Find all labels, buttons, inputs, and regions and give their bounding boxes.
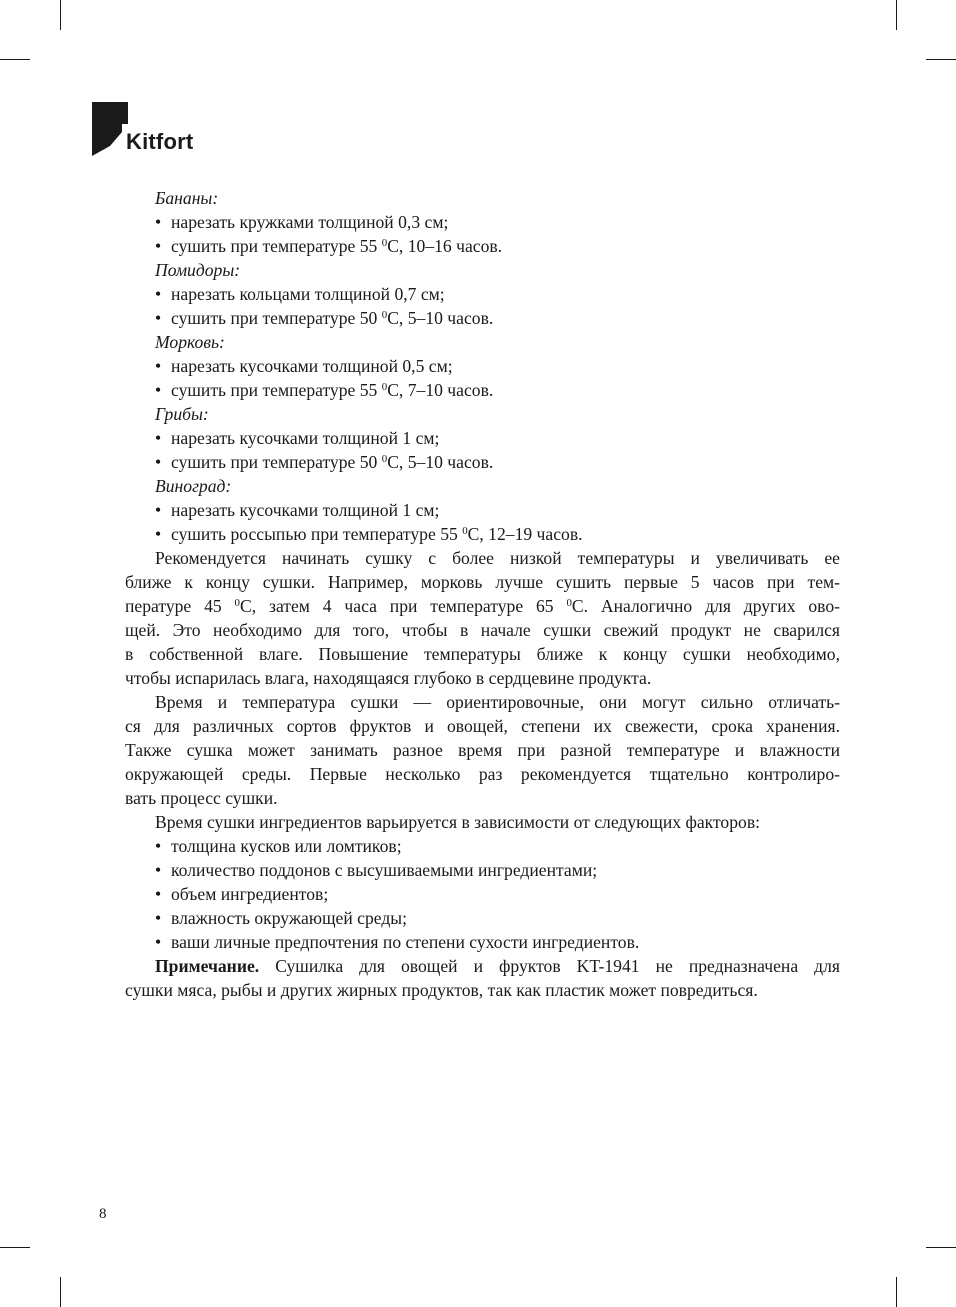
list-item: • сушить при температуре 55 $^0$С, 10–16 часов.: [155, 236, 503, 256]
crop-mark: [60, 0, 61, 30]
kitfort-logo-icon: [92, 102, 130, 156]
section-grapes: [125, 474, 840, 546]
text-line: вать процесс сушки.: [125, 788, 278, 808]
section-mushrooms: [125, 402, 840, 474]
section-heading: Грибы:: [155, 404, 209, 424]
note: [125, 954, 840, 1002]
text-line: чтобы испарилась влага, находящаяся глубоко в сердцевине продукта.: [125, 668, 652, 688]
note-label: Примечание.: [155, 956, 260, 976]
list-item: • нарезать кусочками толщиной 1 см;: [155, 428, 440, 448]
text-line: ся для различных сортов фруктов и овощей, степени их свежести, срока хранения.: [125, 716, 840, 736]
section-heading: Бананы:: [155, 188, 219, 208]
list-item: • нарезать кусочками толщиной 1 см;: [155, 500, 440, 520]
text-line: Примечание. Сушилка для овощей и фруктов KT-1941 не предназначена для: [155, 956, 840, 976]
list-item: • ваши личные предпочтения по степени сухости ингредиентов.: [155, 932, 640, 952]
text-line: Время и температура сушки — ориентировочные, они могут сильно отличать-: [155, 692, 840, 712]
text-line: Также сушка может занимать разное время при разной температуре и влажности: [125, 740, 840, 760]
list-item: • сушить при температуре 50 $^0$С, 5–10 часов.: [155, 452, 494, 472]
factors-intro: Время сушки ингредиентов варьируется в зависимости от следующих факторов:: [155, 812, 761, 832]
list-item: • сушить при температуре 50 $^0$С, 5–10 часов.: [155, 308, 494, 328]
section-heading: Виноград:: [155, 476, 232, 496]
crop-mark: [0, 59, 30, 60]
list-item: • нарезать кусочками толщиной 0,5 см;: [155, 356, 453, 376]
text-line: ближе к концу сушки. Например, морковь лучше сушить первые 5 часов при тем-: [125, 572, 840, 592]
text-line: пературе 45 $^0$С, затем 4 часа при температуре 65 $^0$С. Аналогично для других ово-: [125, 596, 841, 616]
list-item: • нарезать кружками толщиной 0,3 см;: [155, 212, 449, 232]
brand-name: Kitfort: [126, 129, 194, 154]
section-tomatoes: [125, 258, 840, 330]
text-line: окружающей среды. Первые несколько раз рекомендуется тщательно контролиро-: [125, 764, 840, 784]
crop-mark: [896, 0, 897, 30]
section-heading: Морковь:: [155, 332, 225, 352]
text-line: щей. Это необходимо для того, чтобы в начале сушки свежий продукт не сварился: [125, 620, 840, 640]
factors-list: [125, 810, 840, 954]
list-item: • сушить при температуре 55 $^0$С, 7–10 часов.: [155, 380, 494, 400]
page-number: 8: [99, 1206, 107, 1222]
list-item: • сушить россыпью при температуре 55 $^0$С, 12–19 часов.: [155, 524, 583, 544]
section-carrots: [125, 330, 840, 402]
list-item: • влажность окружающей среды;: [155, 908, 407, 928]
crop-mark: [926, 59, 956, 60]
crop-mark: [60, 1277, 61, 1307]
list-item: • толщина кусков или ломтиков;: [155, 836, 402, 856]
section-bananas: [125, 186, 840, 258]
brand-logo: [92, 100, 193, 156]
section-heading: Помидоры:: [155, 260, 241, 280]
crop-mark: [896, 1277, 897, 1307]
crop-mark: [0, 1247, 30, 1248]
paragraph-temperature-advice: [125, 546, 840, 690]
page-content: [125, 186, 840, 1002]
text-line: сушки мяса, рыбы и других жирных продуктов, так как пластик может повредиться.: [125, 980, 758, 1000]
list-item: • количество поддонов с высушиваемыми ингредиентами;: [155, 860, 598, 880]
text-line: Рекомендуется начинать сушку с более низкой температуры и увеличивать ее: [155, 548, 840, 568]
list-item: • объем ингредиентов;: [155, 884, 329, 904]
list-item: • нарезать кольцами толщиной 0,7 см;: [155, 284, 445, 304]
text-line: в собственной влаге. Повышение температуры ближе к концу сушки необходимо,: [125, 644, 840, 664]
crop-mark: [926, 1247, 956, 1248]
paragraph-time-variation: [125, 690, 840, 810]
